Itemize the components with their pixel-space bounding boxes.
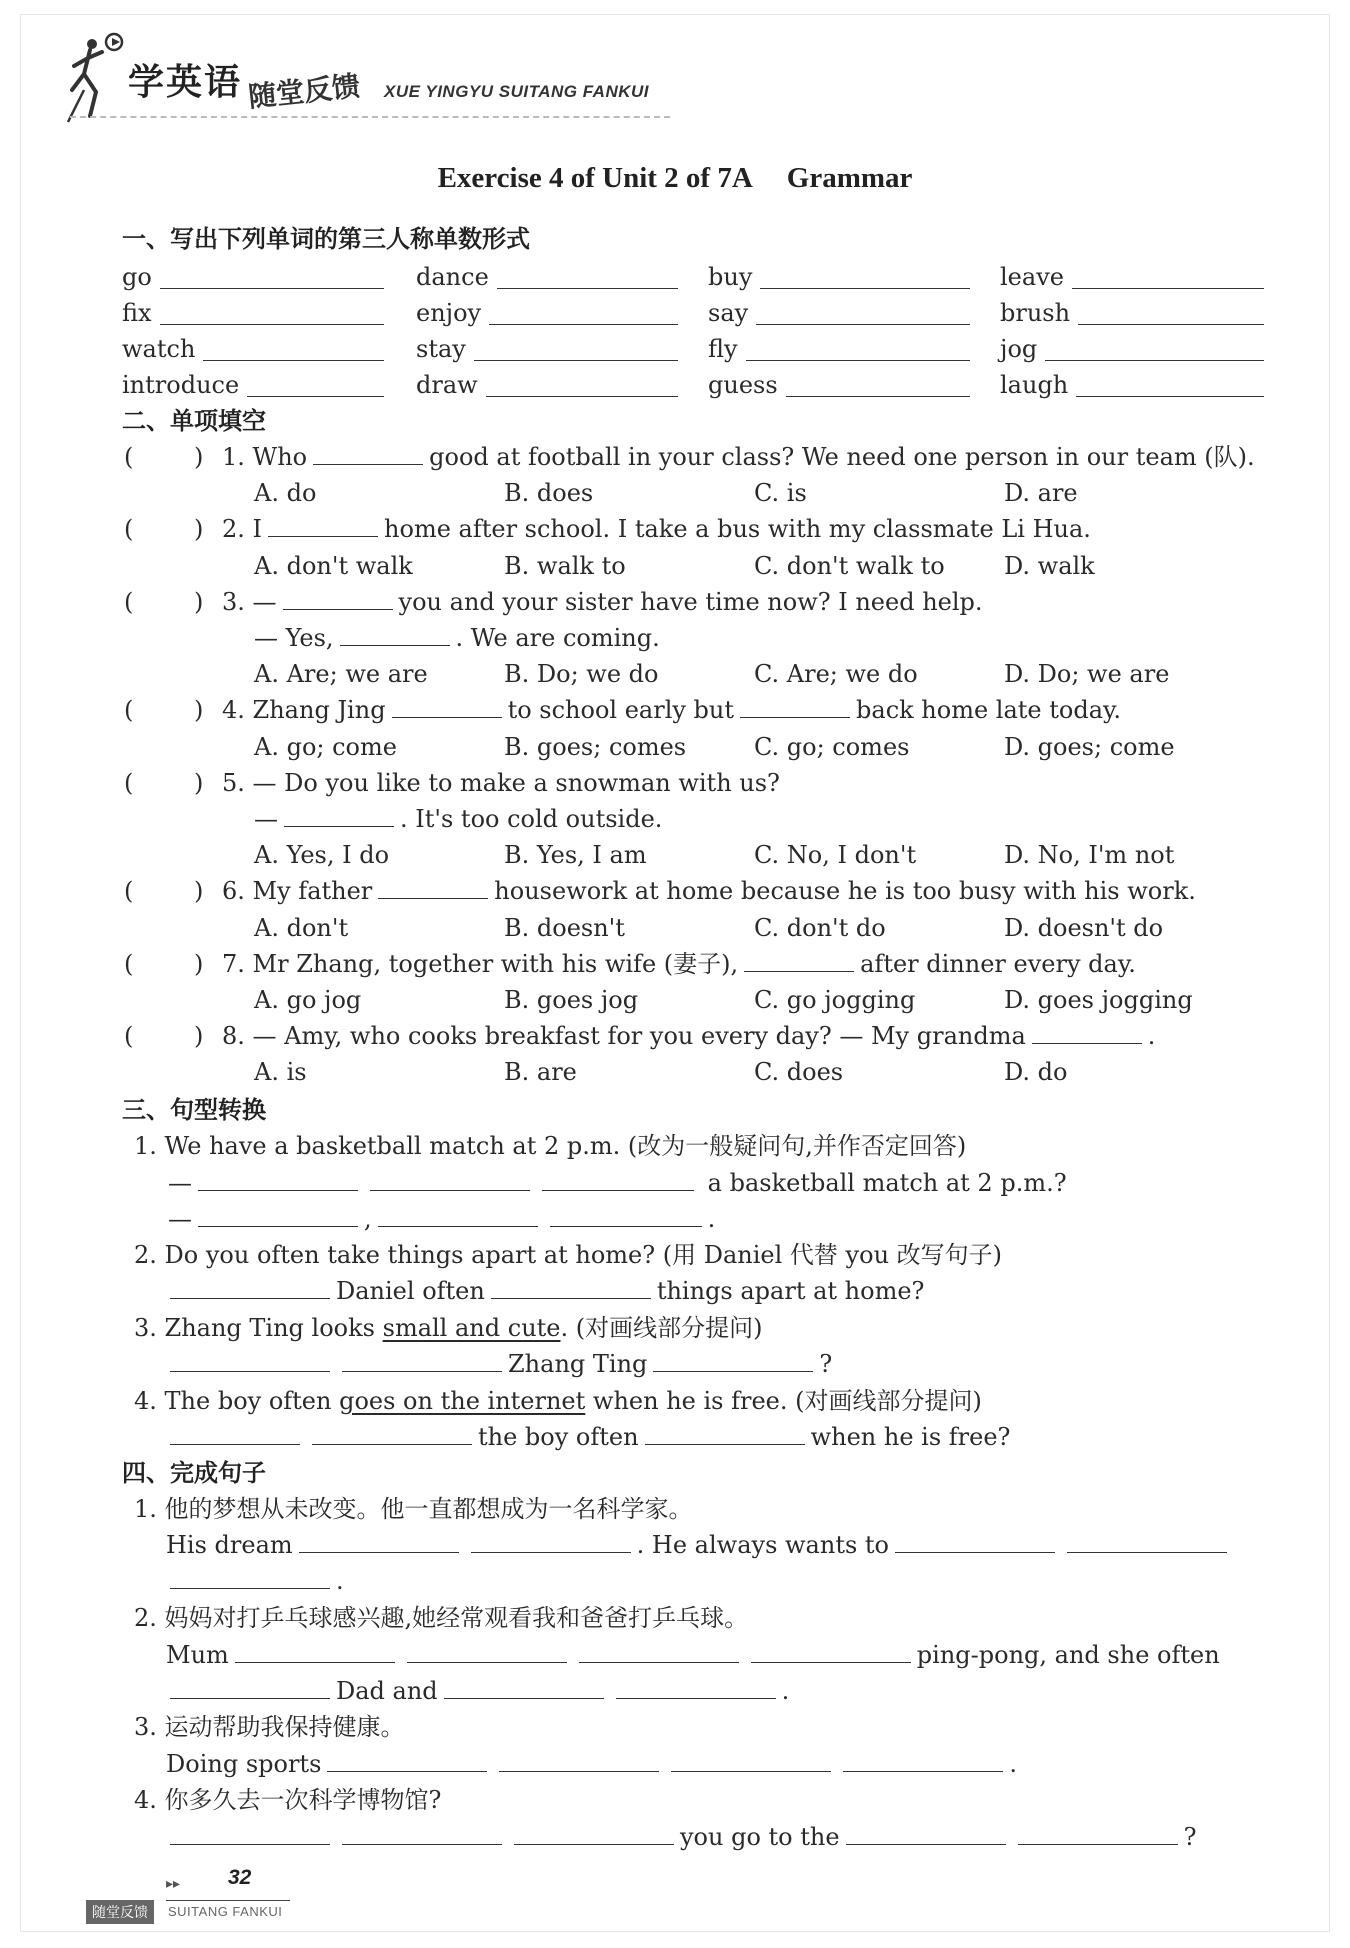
option-d[interactable]: [1004, 551, 1095, 581]
option-d[interactable]: [1004, 659, 1169, 689]
s4-q1-line: [166, 1530, 1233, 1560]
answer-paren-close: [194, 768, 203, 798]
s4-q1-line2: [164, 1566, 344, 1596]
s3-q1-line2: [168, 1204, 715, 1234]
option-label: A. is: [254, 1058, 307, 1087]
answer-blank[interactable]: [756, 298, 970, 325]
s3-q1-text: 1. We have a basketball match at 2 p.m. (改为一般疑问句,并作否定回答): [134, 1132, 967, 1160]
option-label: A. Are; we are: [254, 660, 428, 689]
question-number: 6.: [222, 877, 245, 906]
answer-blank[interactable]: [407, 1640, 567, 1663]
answer-paren-close: [194, 695, 203, 725]
stem-text: Zhang Jing: [252, 696, 386, 725]
answer-box[interactable]: [140, 514, 190, 542]
page-title: [0, 162, 1350, 195]
paren: ): [194, 587, 204, 616]
s3-q3-pre: 3. Zhang Ting looks: [134, 1314, 383, 1342]
stem-text: — Yes,: [254, 624, 334, 652]
word-item: [122, 298, 384, 328]
option-label: D. goes jogging: [1004, 986, 1193, 1014]
answer-blank[interactable]: [1045, 334, 1264, 361]
stem-text: . We are coming.: [455, 624, 660, 652]
answer-blank[interactable]: [203, 334, 384, 361]
s3-q4-pre: 4. The boy often: [134, 1387, 340, 1415]
answer-blank[interactable]: [312, 1422, 472, 1445]
option-label: D. do: [1004, 1058, 1068, 1087]
answer-blank[interactable]: [746, 334, 970, 361]
question-mark: ?: [1183, 1823, 1197, 1851]
header-title: 学英语: [128, 62, 243, 103]
s4-q4-cn: 4. 你多久去一次科学博物馆?: [134, 1786, 442, 1814]
option-label: D. goes; come: [1004, 732, 1175, 761]
option-b[interactable]: [504, 659, 659, 689]
option-a[interactable]: [254, 985, 361, 1015]
word-item: [122, 262, 384, 292]
option-a[interactable]: [254, 659, 428, 689]
stem-text: —: [254, 805, 278, 833]
answer-box[interactable]: [140, 442, 190, 470]
title-main: Exercise 4 of Unit 2 of 7A: [437, 162, 753, 194]
s4-q1-cn: 1. 他的梦想从未改变。他一直都想成为一名科学家。: [134, 1495, 693, 1523]
s4-q2-mid2: Dad and: [336, 1677, 438, 1705]
option-d[interactable]: [1004, 840, 1174, 870]
answer-blank[interactable]: [645, 1422, 805, 1445]
option-label: B. goes; comes: [504, 732, 687, 761]
s4-q3-start: Doing sports: [166, 1750, 322, 1778]
answer-blank[interactable]: [1018, 1822, 1178, 1845]
stem-text: — Amy, who cooks breakfast for you every day? — My grandma: [252, 1022, 1026, 1051]
answer-blank[interactable]: [247, 370, 384, 397]
answer-blank[interactable]: [491, 1276, 651, 1299]
answer-blank[interactable]: [170, 1276, 330, 1299]
option-b[interactable]: [504, 478, 593, 508]
answer-blank[interactable]: [284, 804, 394, 827]
s3-q4-post: when he is free. (对画线部分提问): [585, 1387, 982, 1415]
option-a[interactable]: [254, 1057, 307, 1087]
option-d[interactable]: [1004, 985, 1193, 1015]
question-stem: [222, 949, 1136, 979]
option-label: A. do: [254, 479, 317, 508]
stem-text: — Do you like to make a snowman with us?: [252, 768, 780, 797]
word-item: [708, 298, 970, 328]
answer-blank[interactable]: [653, 1349, 813, 1372]
question-number: 5.: [222, 768, 245, 797]
option-b[interactable]: [504, 551, 626, 581]
s4-q4-mid: you go to the: [680, 1823, 840, 1851]
option-c[interactable]: [754, 732, 909, 762]
option-a[interactable]: [254, 478, 316, 508]
word-item: [708, 262, 970, 292]
stem-text: . It's too cold outside.: [400, 805, 663, 833]
answer-box[interactable]: [140, 876, 190, 904]
question-stem-line2: [254, 623, 660, 653]
option-label: D. walk: [1004, 551, 1095, 580]
word-item: [1000, 370, 1264, 400]
answer-paren-open: [124, 587, 133, 617]
answer-blank[interactable]: [170, 1822, 330, 1845]
s3-q3-underlined: small and cute: [382, 1314, 561, 1342]
answer-blank[interactable]: [283, 587, 393, 610]
s4-q3-cn: 3. 运动帮助我保持健康。: [134, 1713, 405, 1741]
option-b[interactable]: [504, 840, 647, 870]
s4-q2-start: Mum: [166, 1641, 229, 1669]
answer-blank[interactable]: [550, 1204, 702, 1227]
option-label: B. goes jog: [504, 986, 639, 1014]
option-label: C. No, I don't: [754, 841, 917, 870]
answer-blank[interactable]: [486, 370, 678, 397]
option-c[interactable]: [754, 1057, 843, 1087]
question-stem: [222, 695, 1121, 725]
s4-q1-start: His dream: [166, 1531, 293, 1559]
answer-paren-open: [124, 514, 133, 544]
word-label: jog: [1000, 335, 1038, 363]
question-stem-line2: [254, 804, 662, 834]
stem-text: I: [252, 515, 263, 544]
s3-q1-line1: [168, 1168, 1067, 1198]
s3-q3-post: . (对画线部分提问): [560, 1314, 763, 1342]
option-label: D. Do; we are: [1004, 660, 1170, 689]
answer-blank[interactable]: [843, 1749, 1003, 1772]
section4-heading: 四、完成句子: [122, 1459, 266, 1487]
option-a[interactable]: [254, 551, 413, 581]
s3-q4-line: [164, 1422, 1010, 1452]
answer-blank[interactable]: [313, 442, 423, 465]
s3-q1-tail: a basketball match at 2 p.m.?: [707, 1169, 1067, 1197]
option-c[interactable]: [754, 913, 886, 943]
option-label: C. don't walk to: [754, 551, 945, 580]
answer-paren-open: [124, 768, 133, 798]
option-label: D. are: [1004, 479, 1078, 508]
option-a[interactable]: [254, 913, 348, 943]
paren: ): [194, 1022, 204, 1051]
answer-box[interactable]: [140, 695, 190, 723]
answer-box[interactable]: [140, 1021, 190, 1049]
word-label: introduce: [122, 371, 240, 399]
word-label: dance: [416, 263, 489, 291]
paren: (: [124, 696, 134, 725]
answer-blank[interactable]: [327, 1749, 487, 1772]
answer-blank[interactable]: [340, 623, 450, 646]
stem-text: housework at home because he is too busy with his work.: [494, 877, 1196, 906]
answer-blank[interactable]: [489, 298, 678, 325]
footer-rule: [166, 1900, 290, 1901]
option-label: B. are: [504, 1058, 577, 1087]
answer-blank[interactable]: [751, 1640, 911, 1663]
question-stem: [222, 514, 1091, 544]
option-d[interactable]: [1004, 913, 1163, 943]
word-label: guess: [708, 371, 778, 399]
word-label: enjoy: [416, 299, 482, 327]
option-label: A. go; come: [254, 732, 397, 761]
header-pinyin: XUE YINGYU SUITANG FANKUI: [384, 82, 650, 101]
word-item: [416, 262, 678, 292]
period: .: [781, 1677, 790, 1705]
title-topic: Grammar: [786, 162, 913, 194]
option-b[interactable]: [504, 1057, 577, 1087]
answer-paren-close: [194, 876, 203, 906]
answer-blank[interactable]: [170, 1676, 330, 1699]
answer-blank[interactable]: [1072, 262, 1264, 289]
option-label: B. Do; we do: [504, 660, 659, 689]
answer-blank[interactable]: [392, 695, 502, 718]
answer-blank[interactable]: [378, 876, 488, 899]
paren: (: [124, 443, 134, 471]
answer-blank[interactable]: [1067, 1530, 1227, 1553]
word-item: [708, 334, 970, 364]
word-item: [1000, 262, 1264, 292]
answer-blank[interactable]: [170, 1349, 330, 1372]
option-label: C. go jogging: [754, 986, 916, 1014]
answer-paren-open: [124, 1021, 133, 1051]
answer-blank[interactable]: [378, 1204, 538, 1227]
word-item: [122, 370, 384, 400]
s3-q3-mid: Zhang Ting: [508, 1350, 648, 1378]
option-c[interactable]: [754, 478, 807, 508]
word-label: brush: [1000, 299, 1071, 327]
option-label: A. Yes, I do: [254, 841, 390, 870]
answer-box[interactable]: [140, 768, 190, 796]
answer-blank[interactable]: [497, 262, 678, 289]
answer-paren-open: [124, 949, 133, 979]
word-item: [708, 370, 970, 400]
s4-q4-line: [164, 1822, 1196, 1852]
word-label: leave: [1000, 263, 1064, 291]
answer-box[interactable]: [140, 949, 190, 977]
s4-q1-mid: . He always wants to: [636, 1531, 890, 1559]
question-number: 4.: [222, 696, 245, 725]
s4-q2-cn: 2. 妈妈对打乒乓球感兴趣,她经常观看我和爸爸打乒乓球。: [134, 1604, 749, 1632]
s4-q2-mid: ping-pong, and she often: [916, 1641, 1220, 1669]
question-number: 7.: [222, 949, 245, 978]
stem-text: Who: [252, 443, 308, 471]
answer-paren-close: [194, 587, 203, 617]
option-c[interactable]: [754, 985, 915, 1015]
question-mark: ?: [819, 1350, 833, 1378]
option-label: C. go; comes: [754, 732, 910, 761]
option-d[interactable]: [1004, 478, 1078, 508]
s3-q3-line: [164, 1349, 832, 1379]
answer-blank[interactable]: [471, 1530, 631, 1553]
word-label: fly: [708, 335, 738, 363]
word-label: buy: [708, 263, 753, 291]
answer-blank[interactable]: [744, 949, 854, 972]
stem-text: after dinner every day.: [860, 949, 1136, 978]
question-stem: [222, 768, 780, 798]
period: .: [1009, 1750, 1018, 1778]
page-number: 32: [228, 1866, 252, 1889]
answer-blank[interactable]: [160, 298, 384, 325]
option-label: C. is: [754, 479, 807, 508]
option-label: B. does: [504, 479, 594, 508]
option-b[interactable]: [504, 732, 686, 762]
stem-text: —: [252, 587, 277, 616]
paren: ): [194, 515, 204, 544]
answer-blank[interactable]: [579, 1640, 739, 1663]
question-number: 1.: [222, 443, 245, 471]
answer-blank[interactable]: [740, 695, 850, 718]
word-label: laugh: [1000, 371, 1069, 399]
question-number: 3.: [222, 587, 245, 616]
question-stem: [222, 587, 983, 617]
paren: (: [124, 515, 134, 544]
answer-blank[interactable]: [1076, 370, 1264, 397]
stem-text: to school early but: [507, 696, 735, 725]
option-label: D. doesn't do: [1004, 913, 1164, 942]
answer-blank[interactable]: [160, 262, 384, 289]
stem-text: My father: [252, 877, 373, 906]
stem-text: .: [1147, 1022, 1156, 1051]
answer-blank[interactable]: [846, 1822, 1006, 1845]
period: .: [707, 1205, 716, 1233]
paren: ): [194, 949, 204, 978]
option-c[interactable]: [754, 659, 918, 689]
stem-text: good at football in your class? We need one person in our team (队).: [429, 443, 1255, 471]
answer-blank[interactable]: [616, 1676, 776, 1699]
option-label: B. Yes, I am: [504, 841, 647, 870]
word-label: stay: [416, 335, 466, 363]
s3-q4-underlined: goes on the internet: [339, 1387, 586, 1415]
option-label: D. No, I'm not: [1004, 841, 1175, 870]
answer-blank[interactable]: [474, 334, 678, 361]
answer-blank[interactable]: [235, 1640, 395, 1663]
option-label: A. don't: [254, 913, 349, 942]
answer-blank[interactable]: [198, 1204, 358, 1227]
answer-paren-close: [194, 949, 203, 979]
option-label: B. doesn't: [504, 913, 625, 942]
answer-blank[interactable]: [760, 262, 970, 289]
stem-text: home after school. I take a bus with my classmate Li Hua.: [384, 515, 1091, 544]
word-item: [1000, 334, 1264, 364]
s4-q2-line: [166, 1640, 1220, 1670]
s4-q3-line: [166, 1749, 1017, 1779]
option-d[interactable]: [1004, 1057, 1067, 1087]
paren: (: [124, 587, 134, 616]
word-label: go: [122, 263, 152, 291]
word-item: [416, 334, 678, 364]
s3-q2-mid: Daniel often: [336, 1277, 485, 1305]
option-c[interactable]: [754, 551, 945, 581]
comma: ,: [364, 1205, 372, 1233]
paren: (: [124, 768, 134, 797]
answer-blank[interactable]: [671, 1749, 831, 1772]
option-b[interactable]: [504, 913, 625, 943]
option-label: C. don't do: [754, 913, 886, 942]
s3-q4-text: [134, 1386, 982, 1416]
s3-q3-text: [134, 1313, 762, 1343]
question-number: 8.: [222, 1022, 245, 1051]
answer-blank[interactable]: [514, 1822, 674, 1845]
footer-pinyin: SUITANG FANKUI: [168, 1904, 283, 1919]
option-c[interactable]: [754, 840, 916, 870]
answer-blank[interactable]: [1032, 1021, 1142, 1044]
stem-text: you and your sister have time now? I need help.: [398, 587, 983, 616]
word-item: [416, 370, 678, 400]
word-item: [416, 298, 678, 328]
s3-q4-mid: the boy often: [478, 1423, 639, 1451]
answer-blank[interactable]: [170, 1566, 330, 1589]
word-label: say: [708, 299, 749, 327]
option-label: C. Are; we do: [754, 660, 918, 689]
header-dashed-line: [70, 116, 670, 118]
period: .: [336, 1567, 344, 1595]
paren: ): [194, 877, 204, 906]
answer-blank[interactable]: [895, 1530, 1055, 1553]
dash: —: [168, 1169, 192, 1197]
question-stem: [222, 1021, 1155, 1051]
section1-heading: 一、写出下列单词的第三人称单数形式: [122, 225, 530, 253]
option-label: A. go jog: [254, 986, 362, 1014]
answer-paren-open: [124, 695, 133, 725]
footer-badge: 随堂反馈: [86, 1900, 154, 1924]
option-label: C. does: [754, 1058, 844, 1087]
answer-blank[interactable]: [170, 1422, 300, 1445]
s3-q2-text: 2. Do you often take things apart at home? (用 Daniel 代替 you 改写句子): [134, 1241, 1003, 1269]
word-item: [1000, 298, 1264, 328]
answer-blank[interactable]: [342, 1349, 502, 1372]
answer-blank[interactable]: [198, 1168, 358, 1191]
paren: ): [194, 443, 204, 471]
s3-q4-tail: when he is free?: [810, 1423, 1011, 1451]
dash: —: [168, 1205, 192, 1233]
paren: ): [194, 696, 204, 725]
paren: ): [194, 768, 204, 797]
answer-paren-open: [124, 442, 133, 472]
word-item: [122, 334, 384, 364]
answer-blank[interactable]: [786, 370, 970, 397]
answer-paren-open: [124, 876, 133, 906]
stem-text: back home late today.: [856, 696, 1122, 725]
answer-blank[interactable]: [444, 1676, 604, 1699]
option-a[interactable]: [254, 840, 389, 870]
s3-q2-line: [164, 1276, 924, 1306]
paren: (: [124, 877, 134, 906]
option-label: A. don't walk: [254, 551, 413, 580]
answer-paren-close: [194, 514, 203, 544]
word-label: fix: [122, 299, 152, 327]
answer-blank[interactable]: [1078, 298, 1264, 325]
question-stem: [222, 442, 1255, 472]
answer-blank[interactable]: [542, 1168, 694, 1191]
option-d[interactable]: [1004, 732, 1175, 762]
answer-paren-close: [194, 1021, 203, 1051]
answer-box[interactable]: [140, 587, 190, 615]
answer-blank[interactable]: [268, 514, 378, 537]
question-number: 2.: [222, 515, 245, 544]
option-a[interactable]: [254, 732, 397, 762]
option-label: B. walk to: [504, 551, 626, 580]
word-label: draw: [416, 371, 478, 399]
s4-q2-line2: [164, 1676, 789, 1706]
answer-paren-close: [194, 442, 203, 472]
header-subtitle: 随堂反馈: [246, 69, 362, 114]
footer-arrows: ▸▸: [166, 1876, 181, 1892]
section3-heading: 三、句型转换: [122, 1096, 266, 1124]
answer-blank[interactable]: [499, 1749, 659, 1772]
word-label: watch: [122, 335, 196, 363]
question-stem: [222, 876, 1196, 906]
paren: (: [124, 1022, 134, 1051]
stem-text: Mr Zhang, together with his wife (妻子),: [252, 949, 739, 978]
answer-blank[interactable]: [342, 1822, 502, 1845]
answer-blank[interactable]: [370, 1168, 530, 1191]
section2-heading: 二、单项填空: [122, 407, 266, 435]
s3-q2-tail: things apart at home?: [656, 1277, 925, 1305]
option-b[interactable]: [504, 985, 638, 1015]
answer-blank[interactable]: [299, 1530, 459, 1553]
paren: (: [124, 949, 134, 978]
